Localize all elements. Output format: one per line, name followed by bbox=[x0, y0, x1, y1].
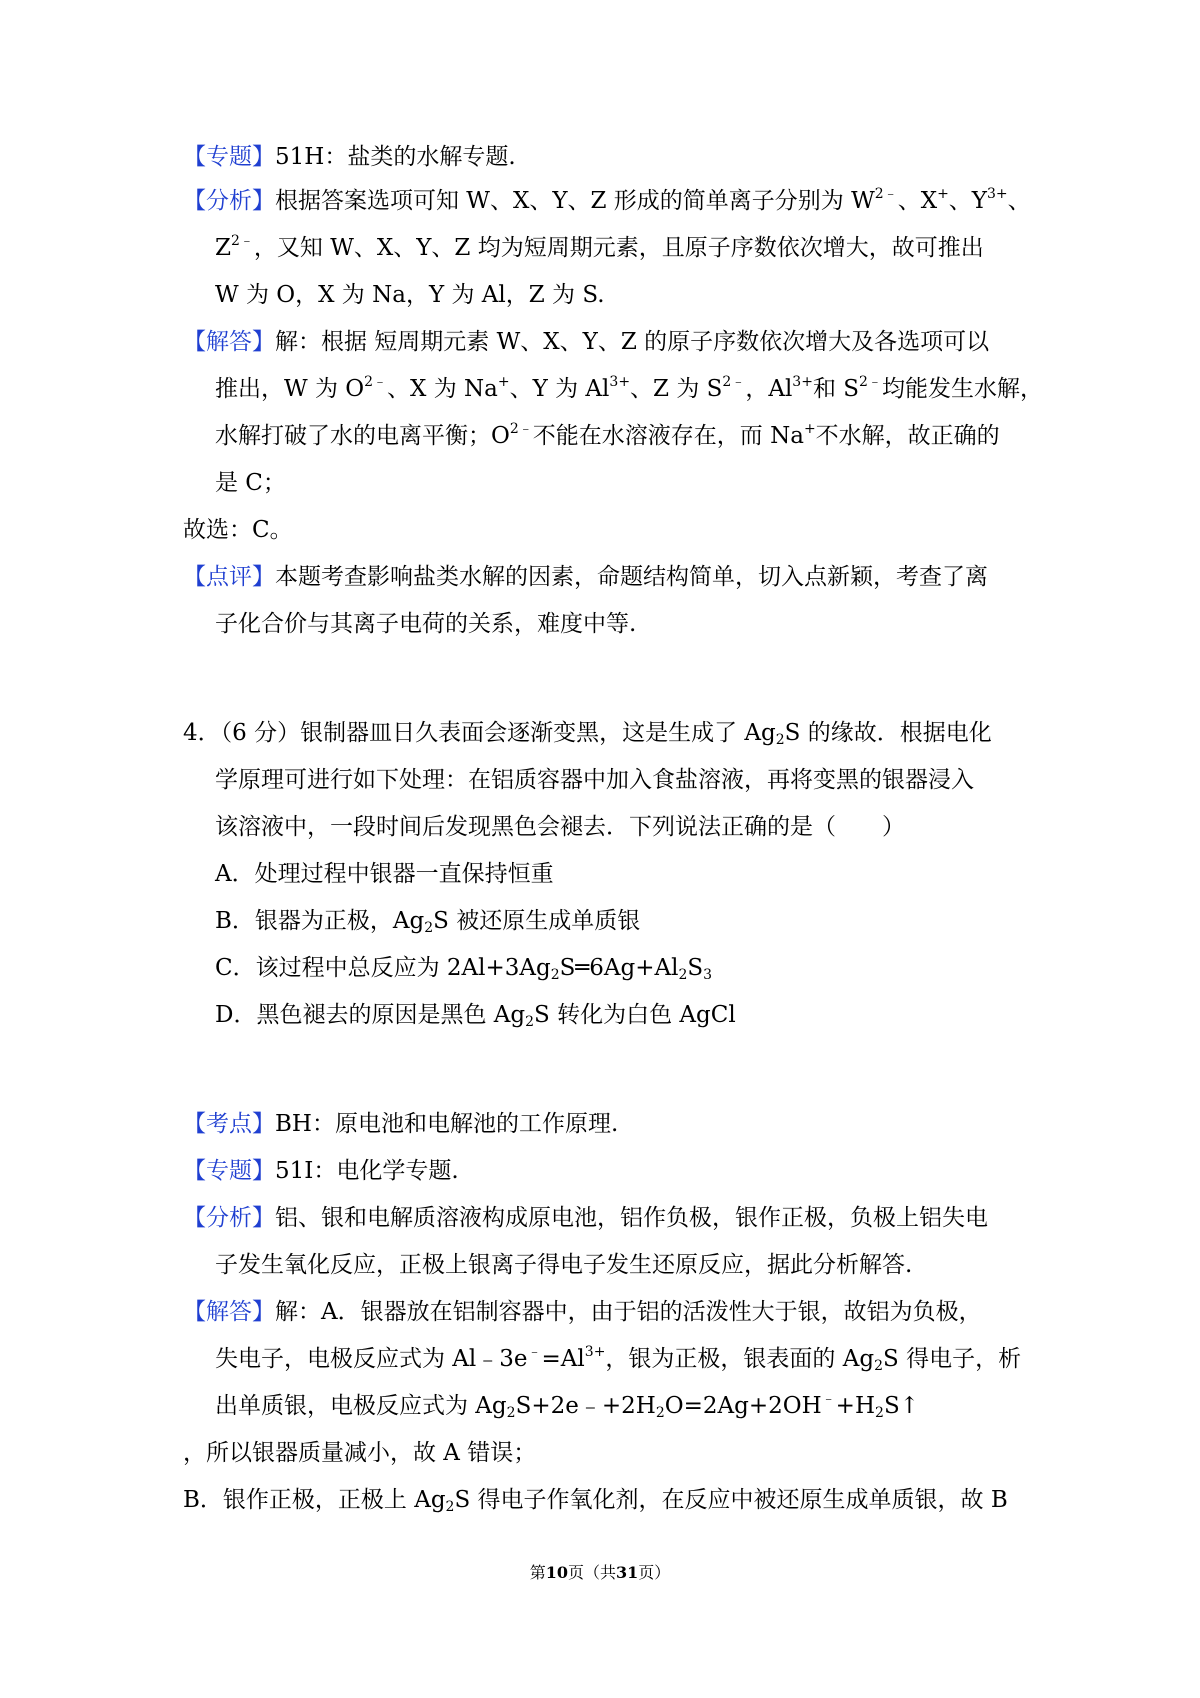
fenxi2-line-2: 子发生氧化反应，正极上银离子得电子发生还原反应，据此分析解答. bbox=[215, 1252, 913, 1278]
fenxi-line-1: 【分析】根据答案选项可知 W、X、Y、Z 形成的简单离子分别为 $W^{2﹣}$、X+、$Y^{3+}$、 bbox=[183, 186, 1031, 214]
zhuanti-line-2: 【专题】51I：电化学专题. bbox=[183, 1158, 459, 1184]
fenxi-tag: 【分析】 bbox=[183, 188, 275, 214]
option-c: C．该过程中总反应为 $2Al+3Ag_2S═6Ag+Al_2S_3$ bbox=[215, 955, 713, 983]
dianping-line-1: 【点评】本题考查影响盐类水解的因素，命题结构简单，切入点新颖，考查了离 bbox=[183, 564, 988, 590]
zhuanti-line-1: 【专题】51H：盐类的水解专题. bbox=[183, 144, 516, 170]
question4-line-2: 学原理可进行如下处理：在铝质容器中加入食盐溶液，再将变黑的银器浸入 bbox=[215, 767, 974, 793]
jieda-line-2: 推出，W 为 $O^{2﹣}$、X 为 Na+、Y 为 $Al^{3+}$、Z 为 $S^{2﹣}$，$Al^{3+}$和 $S^{2﹣}$均能发生水解， bbox=[215, 374, 1043, 402]
jieda-line-3: 水解打破了水的电离平衡；$O^{2﹣}$不能在水溶液存在，而 Na+不水解，故正确的 bbox=[215, 421, 1000, 449]
zhuanti-tag: 【专题】 bbox=[183, 144, 275, 170]
fenxi2-line-1: 【分析】铝、银和电解质溶液构成原电池，铝作负极，银作正极，负极上铝失电 bbox=[183, 1205, 988, 1231]
jieda2-line-4: ，所以银器质量减小，故 A 错误； bbox=[183, 1440, 537, 1466]
jieda-line-4: 是 C； bbox=[215, 470, 286, 496]
jieda-tag-2: 【解答】 bbox=[183, 1299, 275, 1325]
dianping-line-2: 子化合价与其离子电荷的关系，难度中等. bbox=[215, 611, 637, 637]
jieda-line-1: 【解答】解：根据 短周期元素 W、X、Y、Z 的原子序数依次增大及各选项可以 bbox=[183, 329, 990, 355]
kaodian-tag: 【考点】 bbox=[183, 1111, 275, 1137]
option-d: D．黑色褪去的原因是黑色 $Ag_2S$ 转化为白色 AgCl bbox=[215, 1002, 736, 1030]
zhuanti-tag-2: 【专题】 bbox=[183, 1158, 275, 1184]
option-a: A．处理过程中银器一直保持恒重 bbox=[215, 861, 554, 887]
question4-line-1: 4．（6 分）银制器皿日久表面会逐渐变黑，这是生成了 $Ag_2S$ 的缘故．根据电化 bbox=[183, 720, 992, 748]
guxuan-line: 故选：C。 bbox=[183, 517, 293, 543]
jieda2-line-3: 出单质银，电极反应式为 $Ag_2S+2e﹣+2H_2O=2Ag+2OH^﹣+H_2S↑$ bbox=[215, 1391, 919, 1421]
fenxi-line-3: W 为 O，X 为 Na，Y 为 Al，Z 为 S. bbox=[215, 282, 605, 308]
fenxi-line-2: $Z^{2﹣}$，又知 W、X、Y、Z 均为短周期元素，且原子序数依次增大，故可推出 bbox=[215, 233, 984, 261]
dianping-tag: 【点评】 bbox=[183, 564, 275, 590]
jieda2-line-5: B．银作正极，正极上 $Ag_2S$ 得电子作氧化剂，在反应中被还原生成单质银，故 B bbox=[183, 1487, 1008, 1515]
question4-line-3: 该溶液中，一段时间后发现黑色会褪去．下列说法正确的是（ ） bbox=[215, 814, 905, 840]
page-footer: 第10页（共31页） bbox=[529, 1563, 671, 1582]
jieda2-line-1: 【解答】解：A．银器放在铝制容器中，由于铝的活泼性大于银，故铝为负极， bbox=[183, 1299, 982, 1325]
jieda-tag: 【解答】 bbox=[183, 329, 275, 355]
option-b: B．银器为正极，$Ag_2S$ 被还原生成单质银 bbox=[215, 908, 641, 936]
kaodian-line: 【考点】BH：原电池和电解池的工作原理. bbox=[183, 1111, 619, 1137]
fenxi-tag-2: 【分析】 bbox=[183, 1205, 275, 1231]
jieda2-line-2: 失电子，电极反应式为 $Al﹣3e^﹣=Al^{3+}$，银为正极，银表面的 $Ag_2S$ 得电子，析 bbox=[215, 1344, 1022, 1374]
